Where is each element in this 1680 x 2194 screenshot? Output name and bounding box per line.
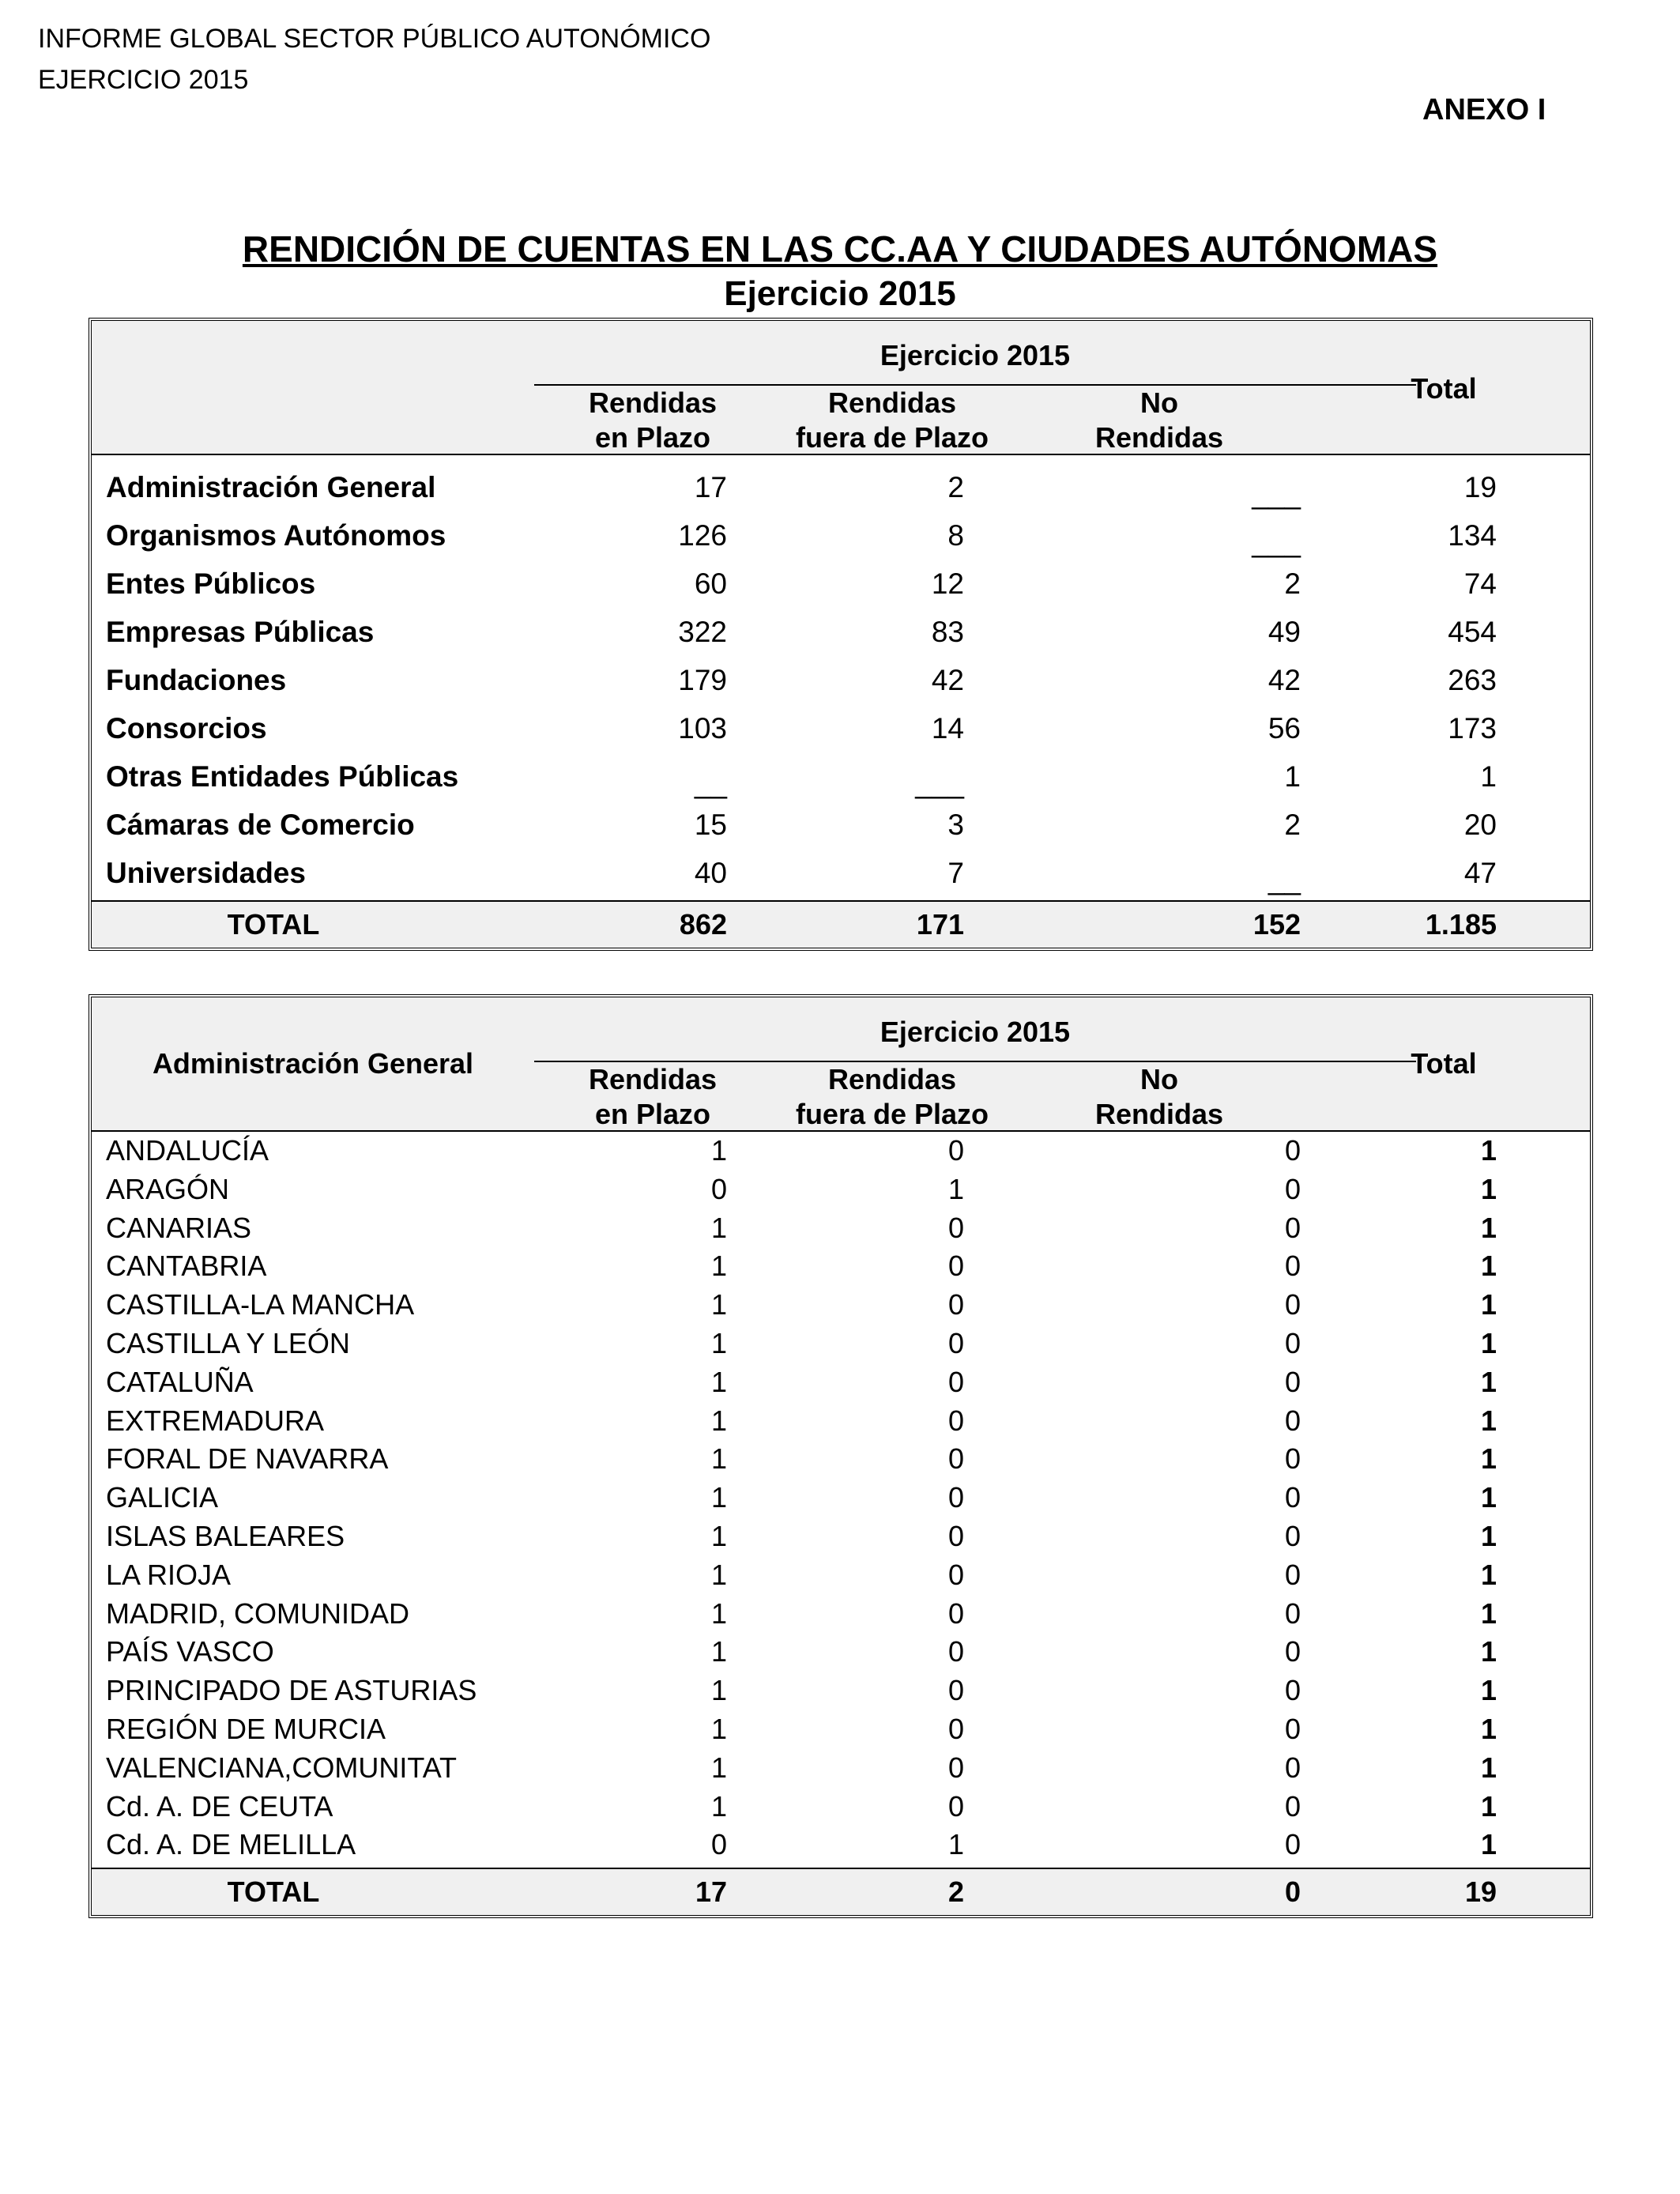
row-label: CASTILLA Y LEÓN — [106, 1326, 350, 1359]
value-total: 1 — [1480, 1288, 1497, 1321]
row-label: EXTREMADURA — [106, 1404, 325, 1437]
value-rendidas-fuera-de-plazo: 0 — [947, 1789, 964, 1823]
page-title: RENDICIÓN DE CUENTAS EN LAS CC.AA Y CIUDADES AUTÓNOMAS — [242, 228, 1438, 270]
value-no-rendidas: 0 — [1284, 1674, 1301, 1707]
value-no-rendidas: 0 — [1284, 1365, 1301, 1398]
row-label: ANDALUCÍA — [106, 1134, 269, 1167]
header-line: Rendidas — [827, 1063, 957, 1095]
total-rendidas-fuera-de-plazo: 2 — [947, 1875, 964, 1909]
column-header-rendidas-fuera-de-plazo — [771, 1062, 1013, 1132]
value-rendidas-fuera-de-plazo: 2 — [947, 471, 964, 503]
value-rendidas-fuera-de-plazo: 0 — [947, 1481, 964, 1514]
row-label: PRINCIPADO DE ASTURIAS — [106, 1674, 477, 1707]
value-rendidas-en-plazo: 0 — [710, 1172, 727, 1205]
value-no-rendidas: 0 — [1284, 1635, 1301, 1668]
value-no-rendidas: 42 — [1268, 664, 1301, 696]
value-total: 1 — [1480, 1326, 1497, 1359]
header-line: Rendidas — [827, 386, 957, 419]
group-header: Ejercicio 2015 — [880, 339, 1071, 371]
value-rendidas-en-plazo: 1 — [710, 1519, 727, 1552]
value-rendidas-fuera-de-plazo: 7 — [947, 857, 964, 889]
table-row — [92, 1556, 1590, 1595]
table-row — [92, 752, 1590, 801]
value-rendidas-fuera-de-plazo: 0 — [947, 1751, 964, 1784]
value-no-rendidas: 0 — [1284, 1828, 1301, 1861]
value-rendidas-en-plazo: 1 — [710, 1404, 727, 1437]
report-header-line-2: EJERCICIO 2015 — [38, 65, 249, 95]
report-header-line-1: INFORME GLOBAL SECTOR PÚBLICO AUTONÓMICO — [38, 24, 711, 54]
total-label: TOTAL — [227, 1875, 320, 1909]
grand-total: 19 — [1464, 1875, 1497, 1909]
row-label: Universidades — [106, 857, 306, 889]
value-total: 74 — [1463, 567, 1497, 600]
group-header: Ejercicio 2015 — [880, 1016, 1071, 1048]
annex-label: ANEXO I — [1422, 93, 1546, 126]
header-line: Rendidas — [588, 1063, 718, 1095]
value-total: 1 — [1480, 1172, 1497, 1205]
table-row — [92, 801, 1590, 849]
value-no-rendidas: 0 — [1284, 1789, 1301, 1823]
column-header-no-rendidas — [1013, 1062, 1305, 1132]
row-label: Organismos Autónomos — [106, 519, 446, 552]
value-rendidas-fuera-de-plazo: 0 — [947, 1519, 964, 1552]
row-label: REGIÓN DE MURCIA — [106, 1712, 386, 1745]
row-label: Entes Públicos — [106, 567, 316, 600]
total-no-rendidas: 0 — [1284, 1875, 1301, 1909]
value-rendidas-fuera-de-plazo: 0 — [947, 1134, 964, 1167]
row-label: CASTILLA-LA MANCHA — [106, 1288, 415, 1321]
value-total: 1 — [1480, 1635, 1497, 1668]
value-rendidas-fuera-de-plazo: 0 — [947, 1442, 964, 1476]
value-rendidas-en-plazo: 1 — [710, 1326, 727, 1359]
row-label: Fundaciones — [106, 664, 287, 696]
first-column-header: Administración General — [152, 1047, 474, 1080]
header-line: en Plazo — [594, 1098, 711, 1130]
value-rendidas-en-plazo: 179 — [678, 664, 727, 696]
value-no-rendidas: 0 — [1284, 1481, 1301, 1514]
value-total: 1 — [1480, 1558, 1497, 1591]
table-row — [92, 463, 1590, 511]
value-rendidas-en-plazo: 1 — [710, 1365, 727, 1398]
row-label: CANTABRIA — [106, 1250, 267, 1283]
value-rendidas-en-plazo: 1 — [710, 1211, 727, 1244]
row-label: PAÍS VASCO — [106, 1635, 274, 1668]
row-label: ARAGÓN — [106, 1172, 230, 1205]
table-row — [92, 1402, 1590, 1441]
value-no-rendidas: __ — [1268, 863, 1301, 895]
value-rendidas-fuera-de-plazo: 83 — [931, 616, 964, 648]
header-line: Rendidas — [1094, 421, 1224, 454]
value-rendidas-en-plazo: 1 — [710, 1250, 727, 1283]
table-row — [92, 1363, 1590, 1402]
value-rendidas-fuera-de-plazo: 0 — [947, 1674, 964, 1707]
column-header-rendidas-en-plazo — [534, 1062, 771, 1132]
value-rendidas-en-plazo: 60 — [694, 567, 727, 600]
row-label: Empresas Públicas — [106, 616, 375, 648]
value-total: 173 — [1448, 712, 1497, 745]
column-header-no-rendidas — [1013, 386, 1305, 455]
value-rendidas-en-plazo: 1 — [710, 1789, 727, 1823]
value-rendidas-en-plazo: 15 — [694, 809, 727, 841]
row-label: Cd. A. DE CEUTA — [106, 1789, 333, 1823]
row-label: Cd. A. DE MELILLA — [106, 1828, 356, 1861]
table-row — [92, 1749, 1590, 1788]
table-row — [92, 1517, 1590, 1556]
value-rendidas-en-plazo: 1 — [710, 1712, 727, 1745]
table-row — [92, 1209, 1590, 1248]
value-total: 47 — [1463, 857, 1497, 889]
table-body — [92, 1132, 1590, 1868]
total-row — [92, 900, 1590, 948]
value-rendidas-fuera-de-plazo: 14 — [931, 712, 964, 745]
table-body — [92, 455, 1590, 900]
table-row — [92, 1171, 1590, 1209]
header-line: en Plazo — [594, 421, 711, 454]
value-rendidas-en-plazo: 1 — [710, 1442, 727, 1476]
value-total: 1 — [1480, 1404, 1497, 1437]
table-row — [92, 1479, 1590, 1517]
value-no-rendidas: 0 — [1284, 1596, 1301, 1630]
grand-total: 1.185 — [1425, 908, 1497, 941]
value-total: 1 — [1480, 1365, 1497, 1398]
value-rendidas-en-plazo: 126 — [678, 519, 727, 552]
total-rendidas-en-plazo: 17 — [695, 1875, 727, 1909]
row-label: Cámaras de Comercio — [106, 809, 415, 841]
value-rendidas-en-plazo: 0 — [710, 1828, 727, 1861]
row-label: MADRID, COMUNIDAD — [106, 1596, 409, 1630]
value-no-rendidas: 0 — [1284, 1751, 1301, 1784]
row-label: Otras Entidades Públicas — [106, 760, 459, 793]
value-no-rendidas: ___ — [1252, 477, 1301, 510]
value-no-rendidas: 0 — [1284, 1519, 1301, 1552]
table-row — [92, 1247, 1590, 1286]
column-header-total: Total — [1411, 372, 1477, 405]
value-rendidas-fuera-de-plazo: 0 — [947, 1596, 964, 1630]
value-total: 134 — [1448, 519, 1497, 552]
value-total: 1 — [1480, 1751, 1497, 1784]
value-no-rendidas: 0 — [1284, 1134, 1301, 1167]
table-row — [92, 704, 1590, 752]
header-line: Rendidas — [1094, 1098, 1224, 1130]
page-subtitle: Ejercicio 2015 — [724, 274, 956, 313]
row-label: LA RIOJA — [106, 1558, 232, 1591]
value-no-rendidas: ___ — [1252, 526, 1301, 558]
table-row — [92, 1826, 1590, 1864]
value-total: 1 — [1480, 1789, 1497, 1823]
value-rendidas-fuera-de-plazo: ___ — [915, 767, 964, 799]
total-no-rendidas: 152 — [1252, 908, 1301, 941]
value-no-rendidas: 2 — [1284, 567, 1301, 600]
row-label: Consorcios — [106, 712, 267, 745]
row-label: FORAL DE NAVARRA — [106, 1442, 389, 1476]
value-rendidas-fuera-de-plazo: 3 — [947, 809, 964, 841]
row-label: GALICIA — [106, 1481, 219, 1514]
value-rendidas-fuera-de-plazo: 42 — [931, 664, 964, 696]
table-row — [92, 1633, 1590, 1672]
value-rendidas-fuera-de-plazo: 0 — [947, 1365, 964, 1398]
value-no-rendidas: 0 — [1284, 1250, 1301, 1283]
total-rendidas-fuera-de-plazo: 171 — [916, 908, 964, 941]
table-row — [92, 560, 1590, 608]
table-row — [92, 1325, 1590, 1363]
value-no-rendidas: 0 — [1284, 1558, 1301, 1591]
table-row — [92, 1440, 1590, 1479]
value-no-rendidas: 0 — [1284, 1172, 1301, 1205]
value-rendidas-fuera-de-plazo: 12 — [931, 567, 964, 600]
table-row — [92, 1595, 1590, 1634]
header-line: No — [1140, 1063, 1178, 1095]
value-rendidas-fuera-de-plazo: 1 — [947, 1172, 964, 1205]
value-total: 1 — [1480, 1519, 1497, 1552]
value-rendidas-en-plazo: 1 — [710, 1674, 727, 1707]
value-no-rendidas: 49 — [1268, 616, 1301, 648]
total-rendidas-en-plazo: 862 — [679, 908, 727, 941]
value-no-rendidas: 0 — [1284, 1712, 1301, 1745]
value-rendidas-en-plazo: __ — [694, 767, 727, 799]
value-rendidas-fuera-de-plazo: 0 — [947, 1404, 964, 1437]
column-header-total: Total — [1411, 1047, 1477, 1080]
value-no-rendidas: 2 — [1284, 809, 1301, 841]
value-total: 454 — [1448, 616, 1497, 648]
table-header — [92, 321, 1590, 455]
header-line: fuera de Plazo — [795, 1098, 989, 1130]
value-total: 1 — [1480, 1211, 1497, 1244]
value-no-rendidas: 0 — [1284, 1211, 1301, 1244]
header-line: Rendidas — [588, 386, 718, 419]
value-rendidas-en-plazo: 40 — [694, 857, 727, 889]
value-rendidas-fuera-de-plazo: 1 — [947, 1828, 964, 1861]
summary-table — [89, 318, 1593, 951]
value-rendidas-en-plazo: 1 — [710, 1596, 727, 1630]
value-total: 1 — [1480, 1442, 1497, 1476]
value-rendidas-en-plazo: 1 — [710, 1288, 727, 1321]
value-rendidas-en-plazo: 1 — [710, 1635, 727, 1668]
value-rendidas-fuera-de-plazo: 0 — [947, 1288, 964, 1321]
value-no-rendidas: 0 — [1284, 1288, 1301, 1321]
table-row — [92, 1672, 1590, 1710]
table-row — [92, 1710, 1590, 1749]
value-total: 19 — [1463, 471, 1497, 503]
value-total: 1 — [1480, 1828, 1497, 1861]
table-row — [92, 1788, 1590, 1826]
column-header-rendidas-en-plazo — [534, 386, 771, 455]
value-no-rendidas: 0 — [1284, 1442, 1301, 1476]
value-rendidas-fuera-de-plazo: 0 — [947, 1558, 964, 1591]
value-no-rendidas: 0 — [1284, 1404, 1301, 1437]
administracion-general-table — [89, 994, 1593, 1918]
row-label: CATALUÑA — [106, 1365, 254, 1398]
table-row — [92, 656, 1590, 704]
row-label: Administración General — [106, 471, 436, 503]
value-total: 1 — [1480, 1250, 1497, 1283]
value-no-rendidas: 1 — [1284, 760, 1301, 793]
value-total: 1 — [1480, 1596, 1497, 1630]
table-row — [92, 511, 1590, 560]
value-rendidas-en-plazo: 322 — [678, 616, 727, 648]
value-rendidas-en-plazo: 1 — [710, 1134, 727, 1167]
value-total: 263 — [1448, 664, 1497, 696]
column-header-rendidas-fuera-de-plazo — [771, 386, 1013, 455]
value-rendidas-en-plazo: 1 — [710, 1558, 727, 1591]
value-rendidas-en-plazo: 103 — [678, 712, 727, 745]
value-rendidas-fuera-de-plazo: 0 — [947, 1635, 964, 1668]
value-rendidas-fuera-de-plazo: 8 — [947, 519, 964, 552]
value-no-rendidas: 56 — [1268, 712, 1301, 745]
row-label: ISLAS BALEARES — [106, 1519, 345, 1552]
value-rendidas-fuera-de-plazo: 0 — [947, 1250, 964, 1283]
value-total: 1 — [1480, 1134, 1497, 1167]
table-header — [92, 997, 1590, 1132]
value-rendidas-en-plazo: 17 — [694, 471, 727, 503]
value-total: 20 — [1463, 809, 1497, 841]
value-rendidas-en-plazo: 1 — [710, 1751, 727, 1784]
table-row — [92, 1132, 1590, 1171]
row-label: VALENCIANA,COMUNITAT — [106, 1751, 458, 1784]
table-row — [92, 1286, 1590, 1325]
table-row — [92, 608, 1590, 656]
value-no-rendidas: 0 — [1284, 1326, 1301, 1359]
header-line: fuera de Plazo — [795, 421, 989, 454]
value-total: 1 — [1480, 760, 1497, 793]
value-rendidas-fuera-de-plazo: 0 — [947, 1712, 964, 1745]
value-total: 1 — [1480, 1674, 1497, 1707]
value-rendidas-fuera-de-plazo: 0 — [947, 1326, 964, 1359]
total-label: TOTAL — [227, 908, 320, 941]
value-total: 1 — [1480, 1481, 1497, 1514]
header-line: No — [1140, 386, 1178, 419]
table-row — [92, 849, 1590, 897]
total-row — [92, 1868, 1590, 1915]
value-rendidas-fuera-de-plazo: 0 — [947, 1211, 964, 1244]
value-total: 1 — [1480, 1712, 1497, 1745]
row-label: CANARIAS — [106, 1211, 252, 1244]
value-rendidas-en-plazo: 1 — [710, 1481, 727, 1514]
